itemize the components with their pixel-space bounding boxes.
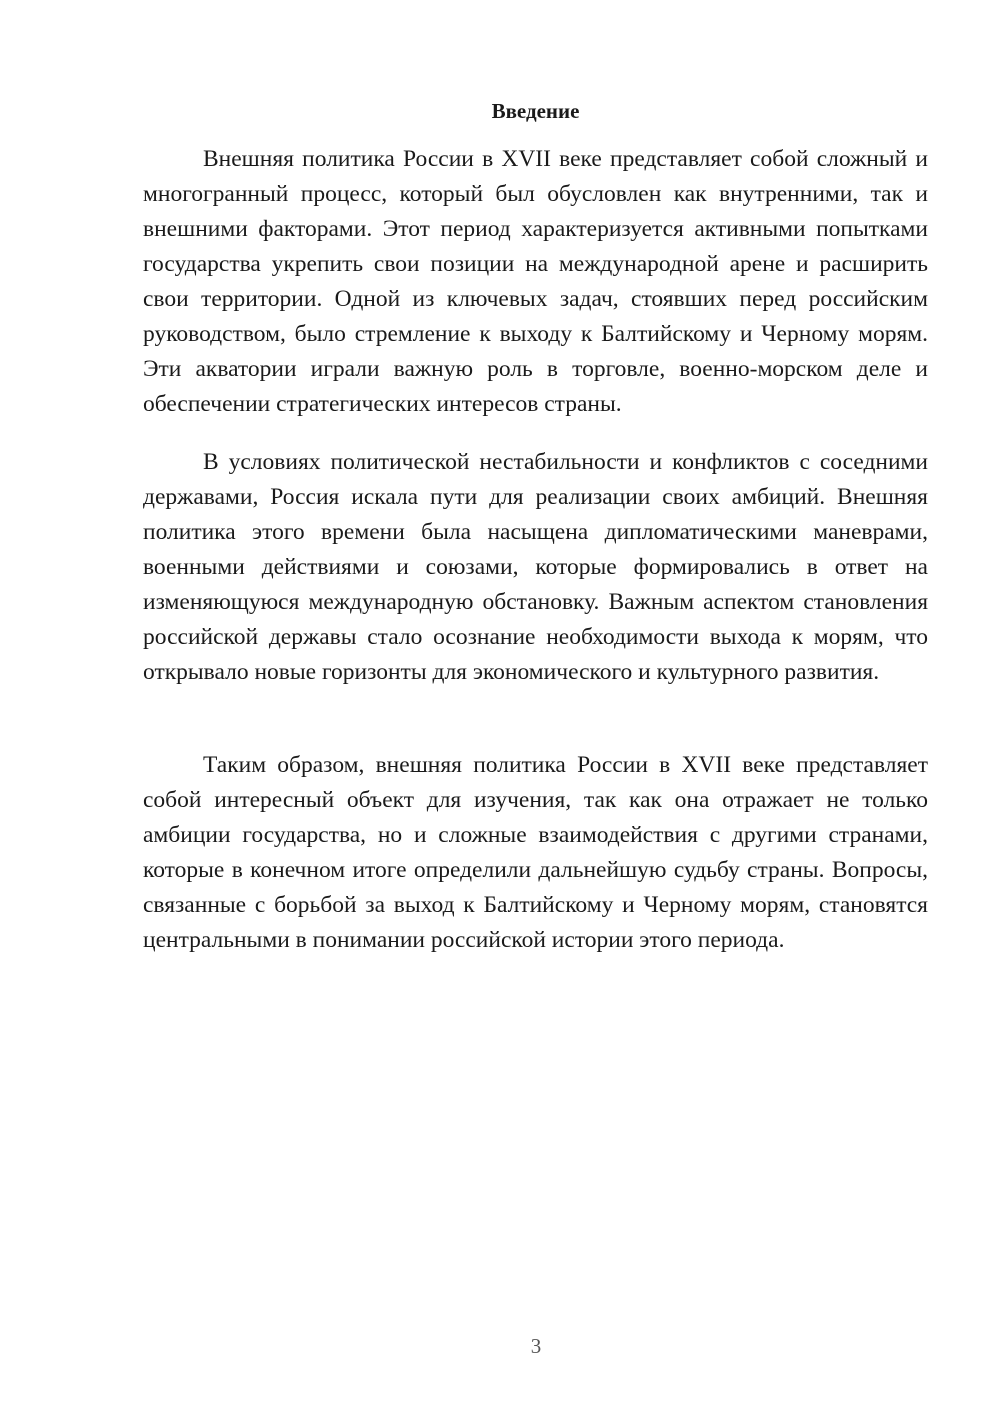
paragraph-2: В условиях политической нестабильности и конфликтов с соседними державами, Россия искала пути для реализации своих амбиций. Внешняя политика этого времени была насыщена дипломатическими маневрами, военными действиями и союзами, которые формировались в ответ на изменяющуюся международную обстановку. Важным аспектом становления российской державы стало осознание необходимости выхода к морям, что открывало новые горизонты для экономического и культурного развития. xyxy=(143,449,928,685)
page-number: 3 xyxy=(530,1334,542,1358)
paragraph-3: Таким образом, внешняя политика России в XVII веке представляет собой интересный объект для изучения, так как она отражает не только амбиции государства, но и сложные взаимодействия с другими странами, которые в конечном итоге определили дальнейшую судьбу страны. Вопросы, связанные с борьбой за выход к Балтийскому и Черному морям, становятся центральными в понимании российской истории этого периода. xyxy=(143,752,928,953)
paragraph-1: Внешняя политика России в XVII веке представляет собой сложный и многогранный процесс, который был обусловлен как внутренними, так и внешними факторами. Этот период характеризуется активными попытками государства укрепить свои позиции на международной арене и расширить свои территории. Одной из ключевых задач, стоявших перед российским руководством, было стремление к выходу к Балтийскому и Черному морям. Эти акватории играли важную роль в торговле, военно-морском деле и обеспечении стратегических интересов страны. xyxy=(143,146,928,417)
section-heading: Введение xyxy=(491,99,580,123)
